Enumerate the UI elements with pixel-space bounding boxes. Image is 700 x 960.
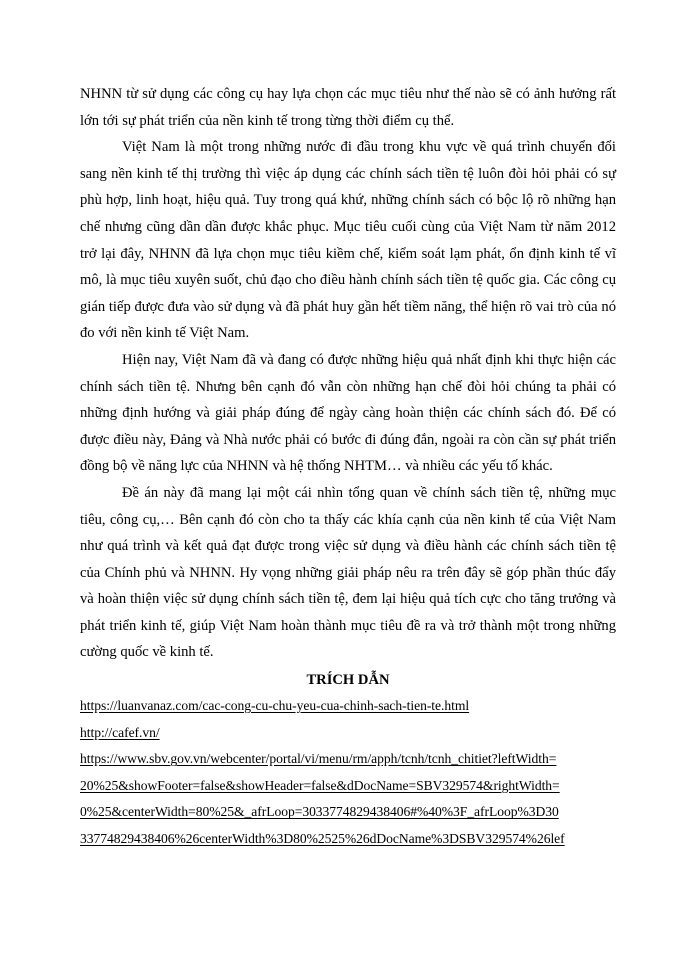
references-list: [80, 693, 616, 853]
reference-link-sbv-line-1[interactable]: https://www.sbv.gov.vn/webcenter/portal/vi/menu/rm/apph/tcnh/tcnh_chitiet?leftWidth=: [80, 751, 557, 767]
reference-link-sbv-line-4[interactable]: 33774829438406%26centerWidth%3D80%2525%26dDocName%3DSBV329574%26lef: [80, 831, 565, 847]
references-heading: TRÍCH DẪN: [306, 672, 390, 689]
paragraph-current-state: Hiện nay, Việt Nam đã và đang có được những hiệu quả nhất định khi thực hiện các chính sách tiền tệ. Nhưng bên cạnh đó vẫn còn những hạn chế đòi hỏi chúng ta phải có những định hướng và giải pháp đúng để ngày càng hoàn thiện các chính sách đó. Để có được điều này, Đảng và Nhà nước phải có bước đi đúng đắn, ngoài ra còn cần sự phát triển đồng bộ về năng lực của NHNN và hệ thống NHTM… và nhiều các yếu tố khác.: [80, 351, 616, 475]
reference-link-cafef[interactable]: http://cafef.vn/: [80, 724, 160, 740]
document-page: [80, 81, 616, 853]
paragraph-continued: NHNN từ sử dụng các công cụ hay lựa chọn các mục tiêu như thế nào sẽ có ảnh hưởng rất lớn tới sự phát triển của nền kinh tế trong từng thời điểm cụ thể.: [80, 86, 616, 129]
reference-link-sbv-line-3[interactable]: 0%25&centerWidth=80%25&_afrLoop=3033774829438406#%40%3F_afrLoop%3D30: [80, 804, 559, 820]
reference-link-sbv-line-2[interactable]: 20%25&showFooter=false&showHeader=false&dDocName=SBV329574&rightWidth=: [80, 777, 560, 793]
paragraph-vietnam-transition: Việt Nam là một trong những nước đi đầu trong khu vực về quá trình chuyển đổi sang nền kinh tế thị trường thì việc áp dụng các chính sách tiền tệ luôn đòi hỏi phải có sự phù hợp, linh hoạt, hiệu quả. Tuy trong quá khứ, những chính sách có bộc lộ rõ những hạn chế nhưng cũng dần dần được khắc phục. Mục tiêu cuối cùng của Việt Nam từ năm 2012 trở lại đây, NHNN đã lựa chọn mục tiêu kiềm chế, kiểm soát lạm phát, ổn định kinh tế vĩ mô, là mục tiêu xuyên suốt, chủ đạo cho điều hành chính sách tiền tệ quốc gia. Các công cụ gián tiếp được đưa vào sử dụng và đã phát huy gần hết tiềm năng, thể hiện rõ vai trò của nó đo với nền kinh tế Việt Nam.: [80, 139, 616, 342]
reference-link-luanvanaz[interactable]: https://luanvanaz.com/cac-cong-cu-chu-yeu-cua-chinh-sach-tien-te.html: [80, 698, 470, 714]
paragraph-conclusion: Đề án này đã mang lại một cái nhìn tổng quan về chính sách tiền tệ, những mục tiêu, công cụ,… Bên cạnh đó còn cho ta thấy các khía cạnh của nền kinh tế của Việt Nam như quá trình và kết quả đạt được trong việc sử dụng và điều hành các chính sách tiền tệ của Chính phủ và NHNN. Hy vọng những giải pháp nêu ra trên đây sẽ góp phần thúc đẩy và hoàn thiện việc sử dụng chính sách tiền tệ, đem lại hiệu quả tích cực cho tăng trưởng và phát triển kinh tế, giúp Việt Nam hoàn thành mục tiêu đề ra và trở thành một trong những cường quốc về kinh tế.: [80, 484, 616, 661]
